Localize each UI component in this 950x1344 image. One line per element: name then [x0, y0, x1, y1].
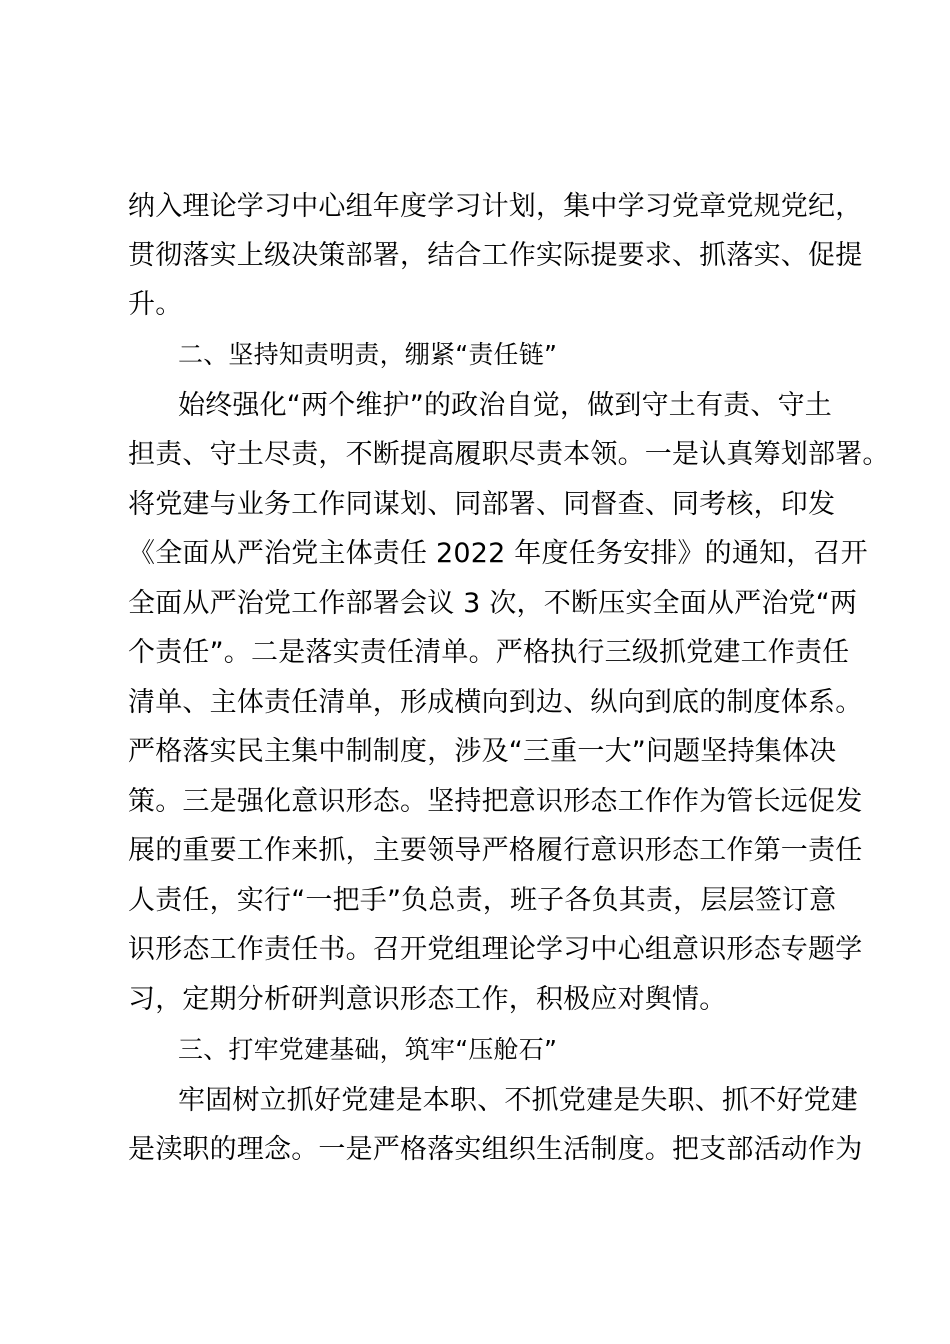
text-line-14: 展的重要工作来抓，主要领导严格履行意识形态工作第一责任 [128, 835, 863, 866]
text-line-6: 担责、守土尽责，不断提高履职尽责本领。一是认真筹划部署。 [128, 439, 890, 470]
text-line-7: 将党建与业务工作同谋划、同部署、同督查、同考核，印发 [128, 489, 836, 520]
section-heading-3: 三、打牢党建基础，筑牢“压舱石” [178, 1035, 558, 1064]
text-line-3: 升。 [128, 289, 183, 320]
text-line-15: 人责任，实行“一把手”负总责，班子各负其责，层层签订意 [128, 885, 837, 916]
text-line-5: 始终强化“两个维护”的政治自觉，做到守土有责、守土 [178, 390, 832, 421]
text-line-16: 识形态工作责任书。召开党组理论学习中心组意识形态专题学 [128, 934, 863, 965]
text-line-8: 《全面从严治党主体责任 2022 年度任务安排》的通知，召开 [128, 538, 868, 569]
section-heading-2: 二、坚持知责明责，绷紧“责任链” [178, 340, 558, 369]
text-line-11: 清单、主体责任清单，形成横向到边、纵向到底的制度体系。 [128, 687, 863, 718]
text-line-2: 贯彻落实上级决策部署，结合工作实际提要求、抓落实、促提 [128, 240, 863, 271]
text-line-13: 策。三是强化意识形态。坚持把意识形态工作作为管长远促发 [128, 786, 863, 817]
text-line-12: 严格落实民主集中制制度，涉及“三重一大”问题坚持集体决 [128, 736, 837, 767]
text-line-20: 是渎职的理念。一是严格落实组织生活制度。把支部活动作为 [128, 1134, 863, 1165]
text-line-19: 牢固树立抓好党建是本职、不抓党建是失职、抓不好党建 [178, 1085, 858, 1116]
text-line-9: 全面从严治党工作部署会议 3 次，不断压实全面从严治党“两 [128, 588, 858, 619]
text-line-1: 纳入理论学习中心组年度学习计划，集中学习党章党规党纪， [128, 191, 863, 222]
text-line-17: 习，定期分析研判意识形态工作，积极应对舆情。 [128, 984, 727, 1015]
text-line-10: 个责任”。二是落实责任清单。严格执行三级抓党建工作责任 [128, 637, 850, 668]
